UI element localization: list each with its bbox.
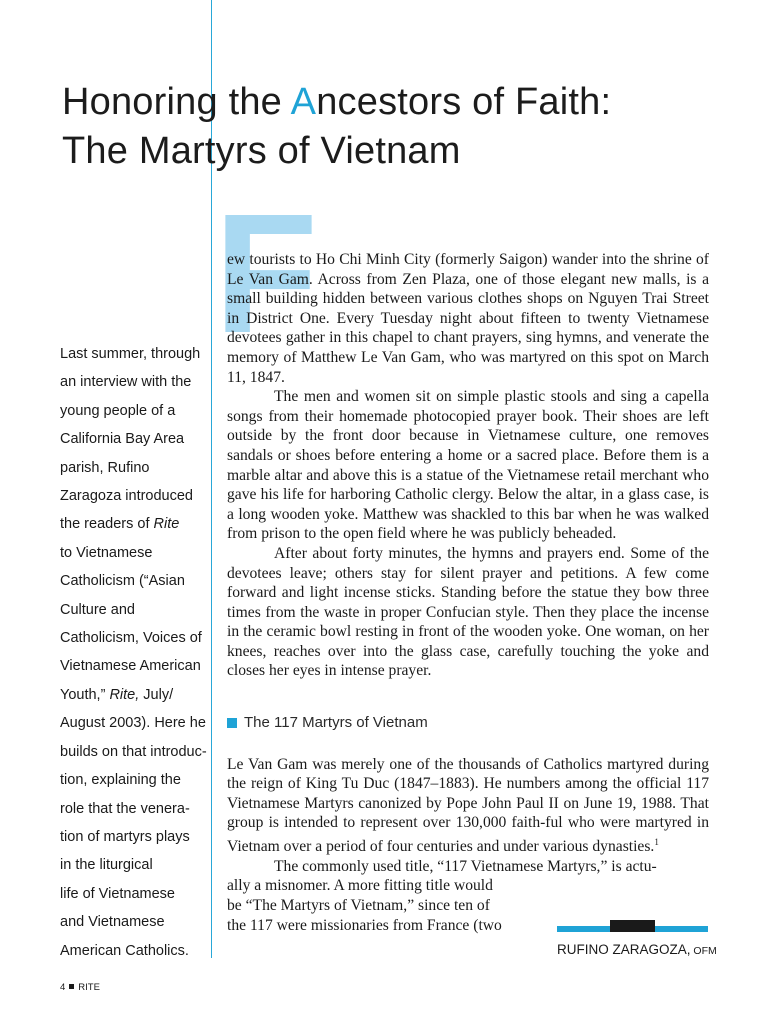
article-title: Honoring the Ancestors of Faith: The Martyrs of Vietnam xyxy=(62,81,612,172)
article-body xyxy=(227,250,709,935)
sidebar-line: in the liturgical xyxy=(60,857,153,874)
paragraph: The commonly used title, “117 Vietnamese Martyrs,” is actu- xyxy=(274,857,657,875)
sidebar-line: tion, explaining the xyxy=(60,772,181,789)
section-heading: The 117 Martyrs of Vietnam xyxy=(227,713,709,733)
sidebar-line: Catholicism (“Asian xyxy=(60,573,185,590)
sidebar-intro xyxy=(60,340,205,965)
sidebar-line: American Catholics. xyxy=(60,942,189,959)
sidebar-line: an interview with the xyxy=(60,374,192,391)
paragraph-line: the 117 were missionaries from France (two xyxy=(227,916,502,934)
sidebar-line: Catholicism, Voices of xyxy=(60,630,202,647)
sidebar-line: role that the venera- xyxy=(60,800,190,817)
drop-cap: F xyxy=(214,179,318,369)
sidebar-line: builds on that introduc- xyxy=(60,743,207,760)
sidebar-line: parish, Rufino xyxy=(60,459,150,476)
sidebar-line: August 2003). Here he xyxy=(60,715,206,732)
sidebar-line: and Vietnamese xyxy=(60,914,165,931)
sidebar-line: life of Vietnamese xyxy=(60,885,175,902)
paragraph-line: ally a misnomer. A more fitting title would xyxy=(227,877,493,895)
title-accent-letter: A xyxy=(290,81,317,123)
sidebar-line: Last summer, through xyxy=(60,346,201,362)
author-byline: RUFINO ZARAGOZA, OFM xyxy=(557,942,717,957)
sidebar-line: young people of a xyxy=(60,402,176,419)
paragraph: After about forty minutes, the hymns and prayers end. Some of the devotees leave; others stay for silent prayer and petitions. A few come forward and light incense sticks. Standing before the statue they bow three times from the waste in proper Confucian style. Then they place the incense in the ceramic bowl resting in front of the wooden yoke. One woman, on her knees, reaches over into the glass case, carefully touching the yoke and closes her eyes in intense prayer. xyxy=(227,544,709,680)
sidebar-line: Youth,” Rite, July/ xyxy=(60,686,174,703)
paragraph-line: be “The Martyrs of Vietnam,” since ten of xyxy=(227,897,490,914)
sidebar-line: California Bay Area xyxy=(60,431,185,448)
sidebar-line: the readers of Rite xyxy=(60,516,180,533)
paragraph: ew tourists to Ho Chi Minh City (formerly Saigon) wander into the shrine of Le Van Gam. Across from Zen Plaza, one of those elegant new malls, is a small building hidden between various clothes shops on Nguyen Trai Street in District One. Every Tuesday night about fifteen to twenty Vietnamese devotees gather in this chapel to chant prayers, sing hymns, and venerate the memory of Matthew Le Van Gam, who was martyred on this spot on March 11, 1847. xyxy=(227,251,709,386)
sidebar-line: Vietnamese American xyxy=(60,658,201,675)
sidebar-line: Zaragoza introduced xyxy=(60,488,193,505)
magazine-name: RITE xyxy=(78,982,100,993)
paragraph: The men and women sit on simple plastic stools and sing a capella songs from their homemade photocopied prayer book. Their shoes are left outside by the front door because in Vietnamese culture, one removes sandals or shoes before entering a home or a sacred place. Before them is a marble altar and above this is a statue of the Vietnamese retail merchant who gave his life for harboring Catholic clergy. Below the altar, in a glass case, is a long wooden yoke. Matthew was shackled to this bar when he was walked from prison to the open field where he was publicly beheaded. xyxy=(227,388,709,543)
paragraph: Le Van Gam was merely one of the thousands of Catholics martyred during the reign of King Tu Duc (1847–1883). He numbers among the official 117 Vietnamese Martyrs canonized by Pope John Paul II on June 19, 1988. That group is intended to represent over 130,000 faith-ful who were martyred in Vietnam over a period of four centuries and under various dynasties.$^1$ xyxy=(227,755,709,856)
sidebar-line: tion of martyrs plays xyxy=(60,828,190,845)
sidebar-line: to Vietnamese xyxy=(60,544,153,561)
square-bullet-icon xyxy=(227,718,237,728)
square-separator-icon xyxy=(69,984,74,989)
page-footer xyxy=(60,982,100,993)
page-number: 4 xyxy=(60,982,66,993)
byline-rule-block xyxy=(610,920,655,932)
sidebar-line: Culture and xyxy=(60,601,135,618)
